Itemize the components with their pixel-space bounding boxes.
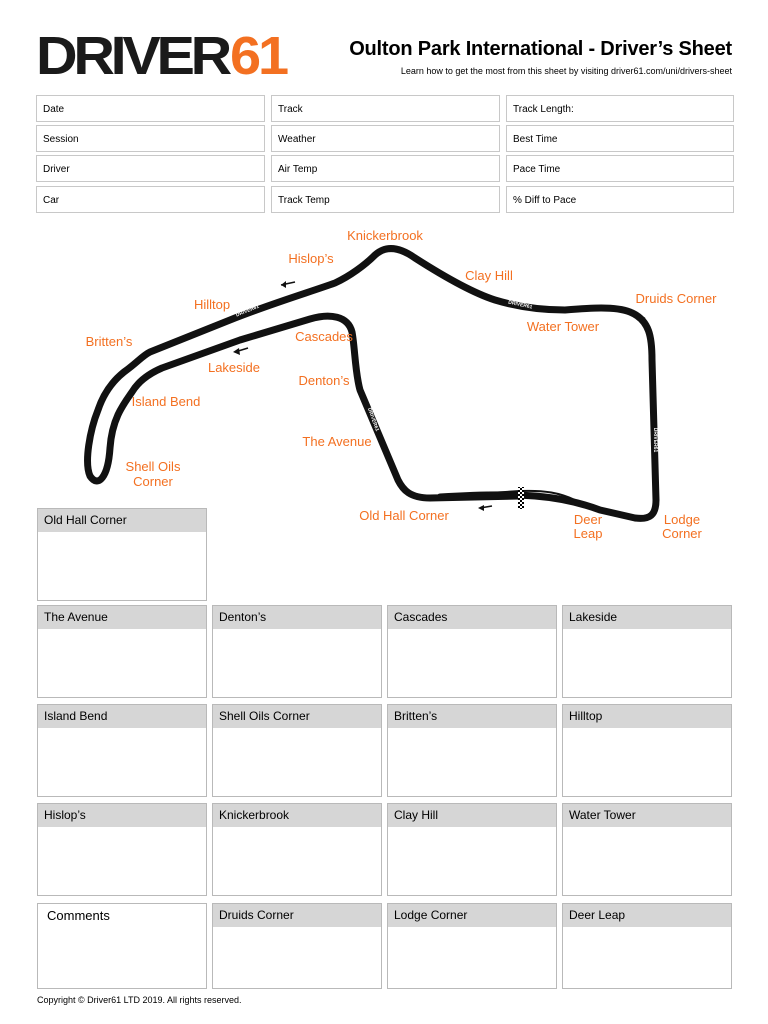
track-watermark: DRIVER61: [365, 407, 380, 433]
label-the-avenue: The Avenue: [302, 434, 372, 449]
label-deer-leap-line2: Leap: [573, 526, 603, 541]
start-finish-line: [518, 487, 524, 509]
note-box-island-bend[interactable]: [37, 704, 207, 797]
note-box-lakeside[interactable]: [562, 605, 732, 698]
track-watermark: DRIVER61: [507, 299, 533, 311]
track-watermark: DRIVER61: [652, 427, 658, 453]
note-box-title: Lodge Corner: [388, 904, 556, 927]
note-box-title: Hilltop: [563, 705, 731, 728]
note-box-dentons[interactable]: [212, 605, 382, 698]
note-box-druids-corner[interactable]: [212, 903, 382, 989]
label-knickerbrook: Knickerbrook: [347, 228, 423, 243]
note-box-old-hall[interactable]: [37, 508, 207, 601]
note-box-title: Hislop’s: [38, 804, 206, 827]
note-box-the-avenue[interactable]: [37, 605, 207, 698]
label-druids-corner: Druids Corner: [635, 291, 717, 306]
note-box-title: Island Bend: [38, 705, 206, 728]
best-time-field[interactable]: Best Time: [506, 125, 734, 152]
label-lodge-line1: Lodge: [663, 512, 701, 527]
label-cascades: Cascades: [295, 329, 353, 344]
weather-field[interactable]: Weather: [271, 125, 500, 152]
page-subtitle: Learn how to get the most from this sheet by visiting driver61.com/uni/drivers-sheet: [400, 66, 732, 76]
note-box-title: Druids Corner: [213, 904, 381, 927]
note-box-brittens[interactable]: [387, 704, 557, 797]
car-field[interactable]: Car: [36, 186, 265, 213]
label-shell-oils-line1: Shell Oils: [125, 459, 181, 474]
direction-arrow-head: [478, 505, 484, 511]
note-box-deer-leap[interactable]: [562, 903, 732, 989]
session-field[interactable]: Session: [36, 125, 265, 152]
pace-time-field[interactable]: Pace Time: [506, 155, 734, 182]
page-title: Oulton Park International - Driver’s Sheet: [349, 38, 732, 60]
label-lodge-line2: Corner: [662, 526, 702, 541]
label-clay-hill: Clay Hill: [465, 268, 513, 283]
label-shell-oils-line2: Corner: [133, 474, 173, 489]
copyright-footer: Copyright © Driver61 LTD 2019. All rights reserved.: [37, 995, 242, 1005]
note-box-shell-oils-corner[interactable]: [212, 704, 382, 797]
label-hilltop: Hilltop: [193, 297, 231, 312]
note-box-lodge-corner[interactable]: [387, 903, 557, 989]
note-box-title: Water Tower: [563, 804, 731, 827]
track-watermark: DRIVER61: [235, 303, 261, 319]
track-field[interactable]: Track: [271, 95, 500, 122]
label-dentons: Denton’s: [298, 373, 350, 388]
note-box-title: Deer Leap: [563, 904, 731, 927]
label-deer-leap-line1: Deer: [573, 512, 603, 527]
date-field[interactable]: Date: [36, 95, 265, 122]
label-water-tower: Water Tower: [526, 319, 600, 334]
comments-title: Comments: [38, 904, 206, 927]
air-temp-field[interactable]: Air Temp: [271, 155, 500, 182]
note-box-clay-hill[interactable]: [387, 803, 557, 896]
note-box-title: Knickerbrook: [213, 804, 381, 827]
driver61-logo: [36, 30, 288, 78]
note-box-cascades[interactable]: [387, 605, 557, 698]
note-box-title: Old Hall Corner: [38, 509, 206, 532]
label-lakeside: Lakeside: [207, 360, 261, 375]
note-box-title: Denton’s: [213, 606, 381, 629]
track-temp-field[interactable]: Track Temp: [271, 186, 500, 213]
note-box-title: Lakeside: [563, 606, 731, 629]
direction-arrow-head: [281, 281, 286, 288]
label-hislops: Hislop’s: [288, 251, 334, 266]
label-island-bend: Island Bend: [131, 394, 201, 409]
track-length-field[interactable]: Track Length:: [506, 95, 734, 122]
label-brittens: Britten’s: [85, 334, 133, 349]
label-old-hall-corner: Old Hall Corner: [359, 508, 449, 523]
note-box-hilltop[interactable]: [562, 704, 732, 797]
logo-text-61: 61: [230, 30, 288, 78]
note-box-water-tower[interactable]: [562, 803, 732, 896]
comments-box[interactable]: [37, 903, 207, 989]
note-box-title: Shell Oils Corner: [213, 705, 381, 728]
diff-to-pace-field[interactable]: % Diff to Pace: [506, 186, 734, 213]
note-box-title: Clay Hill: [388, 804, 556, 827]
note-box-title: Cascades: [388, 606, 556, 629]
note-box-title: Britten’s: [388, 705, 556, 728]
note-box-knickerbrook[interactable]: [212, 803, 382, 896]
driver-field[interactable]: Driver: [36, 155, 265, 182]
logo-text-driver: DRIVER: [36, 30, 232, 78]
note-box-hislops[interactable]: [37, 803, 207, 896]
direction-arrow-head: [233, 348, 240, 355]
note-box-title: The Avenue: [38, 606, 206, 629]
